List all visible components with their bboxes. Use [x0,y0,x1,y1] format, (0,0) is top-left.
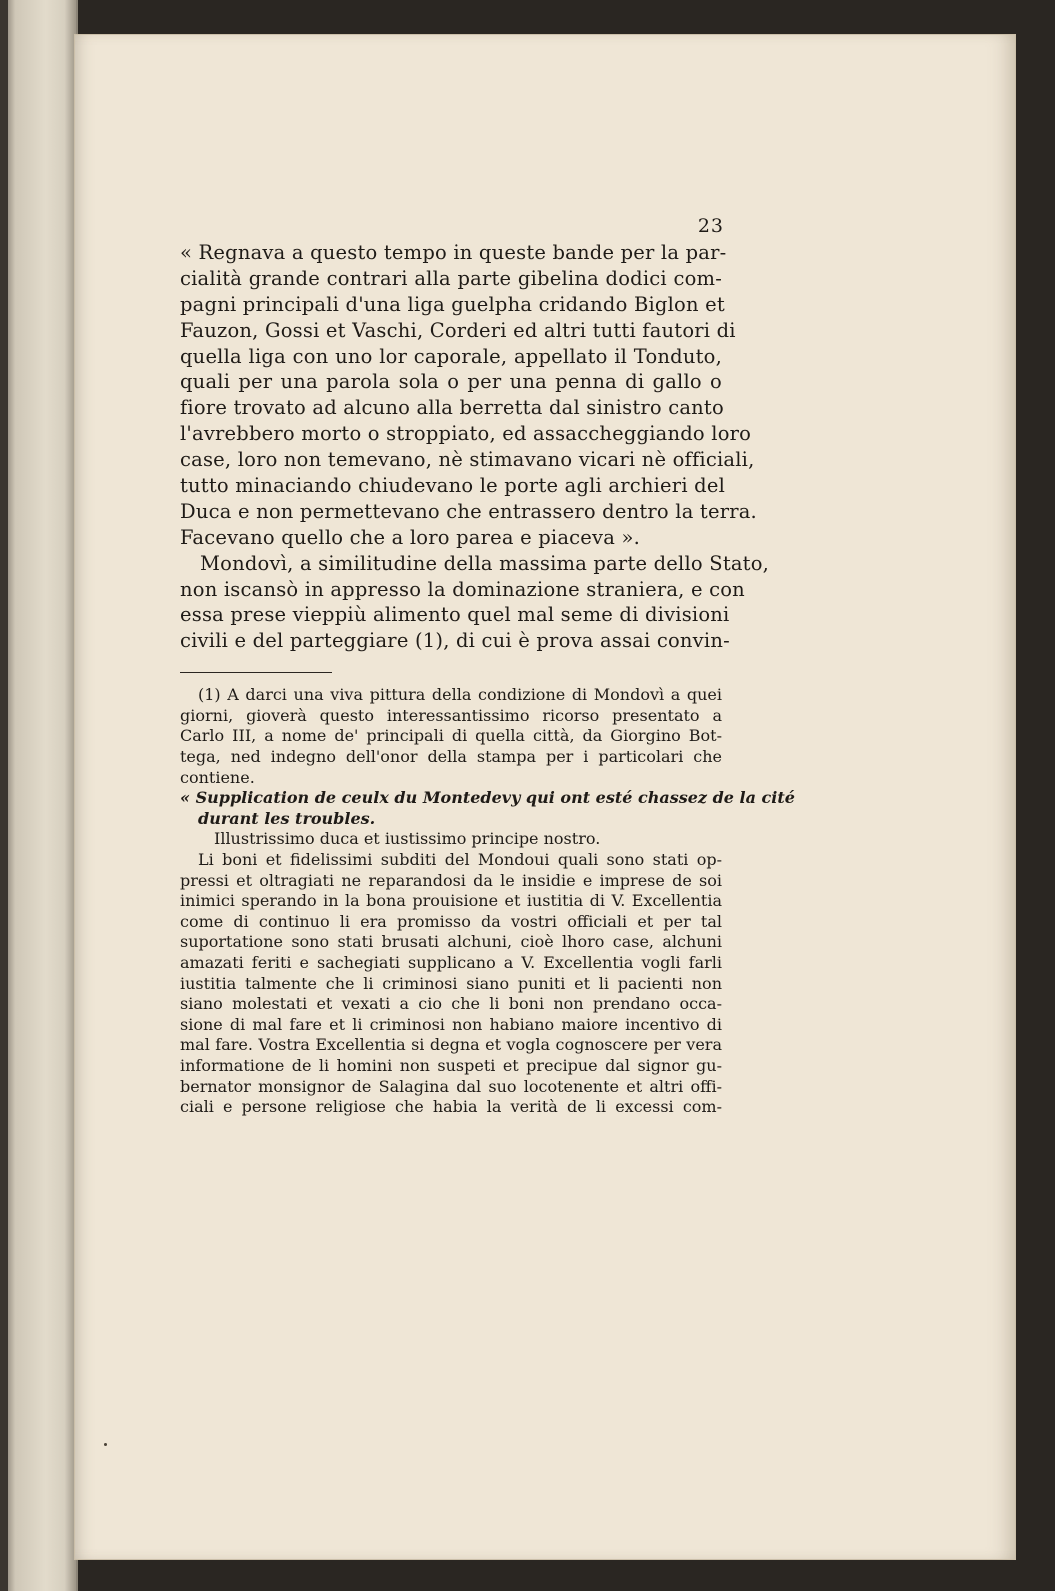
footnote-line: Carlo III, a nome de' principali di quella città, da Giorgino Bot- [180,726,722,746]
letter-line: sione di mal fare et li criminosi non habiano maiore incentivo di [180,1014,722,1034]
body-line: essa prese vieppiù alimento quel mal seme di divisioni [180,603,730,627]
body-line: Facevano quello che a loro parea e piaceva ». [180,525,641,549]
letter-line: Li boni et fidelissimi subditi del Mondoui quali sono stati op- [198,850,722,869]
letter-line: amazati feriti e sachegiati supplicano a V. Excellentia vogli farli [180,952,722,972]
letter-line: come di continuo li era promisso da vostri officiali et per tal [180,911,722,931]
body-line: l'avrebbero morto o stroppiato, ed assaccheggiando loro [180,422,752,446]
letter-line: pressi et oltragiati ne reparandosi da le insidie e imprese de soi [180,870,722,890]
letter-line: ciali e persone religiose che habia la verità de li excessi com- [180,1097,722,1117]
book-spine-shadow [0,0,8,1591]
body-line: fiore trovato ad alcuno alla berretta dal sinistro canto [180,396,724,420]
body-line: quella liga con uno lor caporale, appellato il Tonduto, [180,344,722,368]
body-line: cialità grande contrari alla parte gibelina dodici com- [180,266,722,290]
letter-line: inimici sperando in la bona prouisione et iustitia di V. Excellentia [180,891,722,911]
footnote-rule [180,672,332,673]
salutation: Illustrissimo duca et iustissimo principe nostro. [214,829,601,849]
body-line: tutto minaciando chiudevano le porte agli archieri del [180,474,726,498]
body-line: Fauzon, Gossi et Vaschi, Corderi ed altri tutti fautori di [180,318,736,342]
footnote [180,685,795,1117]
letter-line: mal fare. Vostra Excellentia si degna et vogla cognoscere per vera [180,1035,722,1055]
body-line: civili e del parteggiare (1), di cui è prova assai convin- [180,629,730,653]
letter-line: informatione de li homini non suspeti et precipue dal signor gu- [180,1055,722,1075]
letter-line: suportatione sono stati brusati alchuni, cioè lhoro case, alchuni [180,932,722,952]
body-line: « Regnava a questo tempo in queste bande per la par- [180,241,727,264]
left-page-edge [0,0,78,1591]
body-text [180,240,770,654]
body-line: Mondovì, a similitudine della massima parte dello Stato, [200,551,770,575]
paper-speck [104,1443,107,1446]
page-number: 23 [697,215,724,237]
body-line: case, loro non temevano, nè stimavano vicari nè officiali, [180,448,755,472]
body-line: quali per una parola sola o per una penna di gallo o [180,370,722,394]
body-line: pagni principali d'una liga guelpha cridando Biglon et [180,292,725,316]
footnote-line: giorni, gioverà questo interessantissimo ricorso presentato a [180,705,722,725]
footnote-line: tega, ned indegno dell'onor della stampa per i particolari che [180,747,722,767]
supplication-title: « Supplication de ceulx du Montedevy qui ont esté chassez de la cité [180,788,795,808]
footnote-line: (1) A darci una viva pittura della condizione di Mondovì a quei [198,685,722,705]
letter-line: bernator monsignor de Salagina dal suo locotenente et altri offi- [180,1076,722,1096]
text-block [180,240,795,1118]
supplication-title: durant les troubles. [198,808,376,828]
footnote-line: contiene. [180,767,255,787]
body-line: non iscansò in appresso la dominazione straniera, e con [180,577,745,601]
letter-line: siano molestati et vexati a cio che li boni non prendano occa- [180,994,722,1014]
body-line: Duca e non permettevano che entrassero dentro la terra. [180,499,757,523]
letter-line: iustitia talmente che li criminosi siano puniti et li pacienti non [180,973,722,993]
